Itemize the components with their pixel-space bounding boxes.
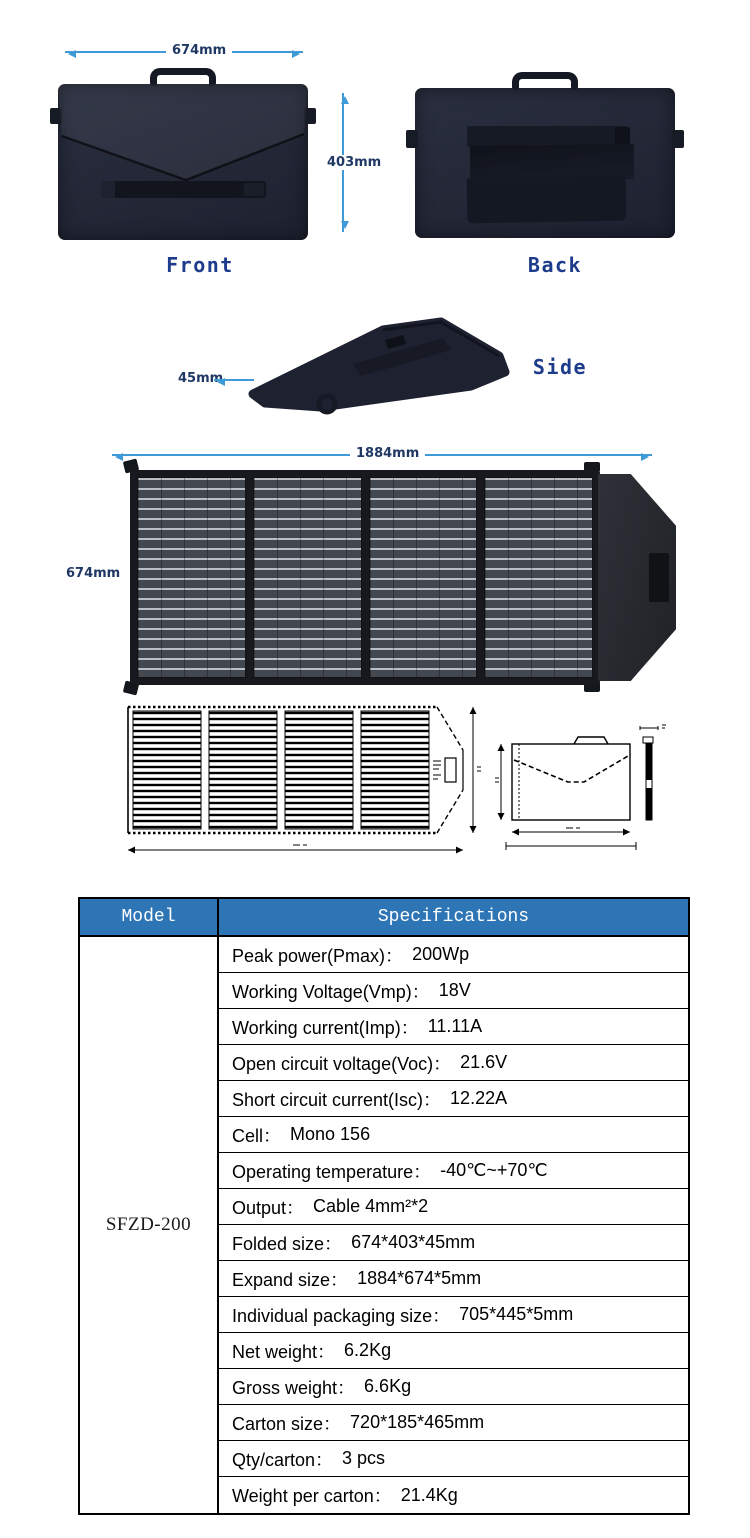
spec-table-header [80, 899, 688, 937]
specifications-column-header: Specifications [377, 907, 530, 927]
spec-value: 1884*674*5mm [357, 1268, 482, 1288]
spec-row-2 [219, 973, 688, 1009]
expanded-width-dimension: 1884mm [350, 446, 425, 461]
d-ring-left [406, 130, 418, 148]
spec-value: Cable 4mm²*2 [313, 1196, 429, 1216]
spec-value: 674*403*45mm [351, 1232, 476, 1252]
spec-value: 21.6V [460, 1052, 508, 1072]
spec-table [78, 897, 690, 1515]
spec-label: Open circuit voltage(Voc)： [232, 1053, 452, 1074]
model-column-header: Model [80, 899, 219, 935]
spec-row-10 [219, 1261, 688, 1297]
spec-label: Carton size： [232, 1413, 342, 1434]
spec-value: 705*445*5mm [459, 1304, 574, 1324]
flap-pocket [649, 553, 669, 603]
solar-section-3 [369, 477, 478, 678]
model-cell: SFZD-200 [80, 937, 219, 1513]
spec-value: 18V [438, 980, 471, 1000]
spec-label: Output： [232, 1197, 305, 1218]
back-pouch [467, 175, 626, 223]
spec-row-8 [219, 1189, 688, 1225]
panel-cover-flap [598, 474, 676, 681]
spec-label: Short circuit current(Isc)： [232, 1089, 442, 1110]
carry-handle [512, 72, 578, 90]
spec-row-4 [219, 1045, 688, 1081]
spec-label: Working Voltage(Vmp)： [232, 981, 430, 1002]
spec-row-13 [219, 1369, 688, 1405]
spec-label: Individual packaging size： [232, 1305, 451, 1326]
spec-label: Weight per carton： [232, 1486, 392, 1506]
spec-row-11 [219, 1297, 688, 1333]
expanded-line-drawing [125, 698, 481, 860]
back-strap [467, 126, 628, 147]
spec-label: Peak power(Pmax)： [232, 945, 404, 966]
spec-value: -40℃~+70℃ [440, 1160, 548, 1180]
back-bag-photo [415, 88, 675, 238]
side-bag-photo [235, 316, 525, 420]
spec-row-5 [219, 1081, 688, 1117]
spec-value: 12.22A [450, 1088, 508, 1108]
spec-label: Expand size： [232, 1269, 349, 1290]
spec-row-14 [219, 1405, 688, 1441]
spec-value: 200Wp [412, 944, 470, 964]
spec-value: 11.11A [427, 1016, 483, 1036]
side-thickness-dimension: 45mm [172, 371, 225, 386]
spec-value: 21.4Kg [400, 1484, 458, 1505]
spec-row-1 [219, 937, 688, 973]
spec-rows [219, 937, 688, 1513]
spec-row-15 [219, 1441, 688, 1477]
front-bag-photo [58, 84, 308, 240]
spec-label: Working current(Imp)： [232, 1017, 419, 1038]
solar-panel-expanded [130, 470, 600, 685]
spec-label: Qty/carton： [232, 1449, 334, 1470]
spec-label: Net weight： [232, 1341, 336, 1362]
back-view-label: Back [527, 253, 583, 277]
spec-row-3 [219, 1009, 688, 1045]
spec-row-6 [219, 1117, 688, 1153]
spec-label: Folded size： [232, 1233, 343, 1254]
front-view-label: Front [166, 253, 234, 277]
spec-row-9 [219, 1225, 688, 1261]
spec-value: 6.6Kg [364, 1376, 412, 1396]
spec-row-7 [219, 1153, 688, 1189]
front-width-dimension: 674mm [166, 43, 232, 58]
folded-line-drawing [492, 720, 707, 858]
spec-label: Operating temperature： [232, 1161, 432, 1182]
spec-value: 720*185*465mm [350, 1412, 485, 1432]
solar-section-4 [484, 477, 593, 678]
envelope-flap-seam [58, 84, 308, 240]
spec-value: 3 pcs [342, 1448, 386, 1468]
front-strap [101, 181, 266, 198]
spec-label: Gross weight： [232, 1377, 356, 1398]
spec-label: Cell： [232, 1125, 282, 1146]
front-height-dimension: 403mm [321, 155, 387, 170]
spec-value: 6.2Kg [344, 1340, 392, 1360]
solar-section-2 [253, 477, 362, 678]
solar-section-1 [137, 477, 246, 678]
spec-row-16 [219, 1477, 688, 1513]
side-view-label: Side [532, 355, 588, 379]
d-ring-right [672, 130, 684, 148]
spec-value: Mono 156 [290, 1124, 371, 1144]
spec-row-12 [219, 1333, 688, 1369]
expanded-height-dimension: 674mm [60, 566, 126, 581]
